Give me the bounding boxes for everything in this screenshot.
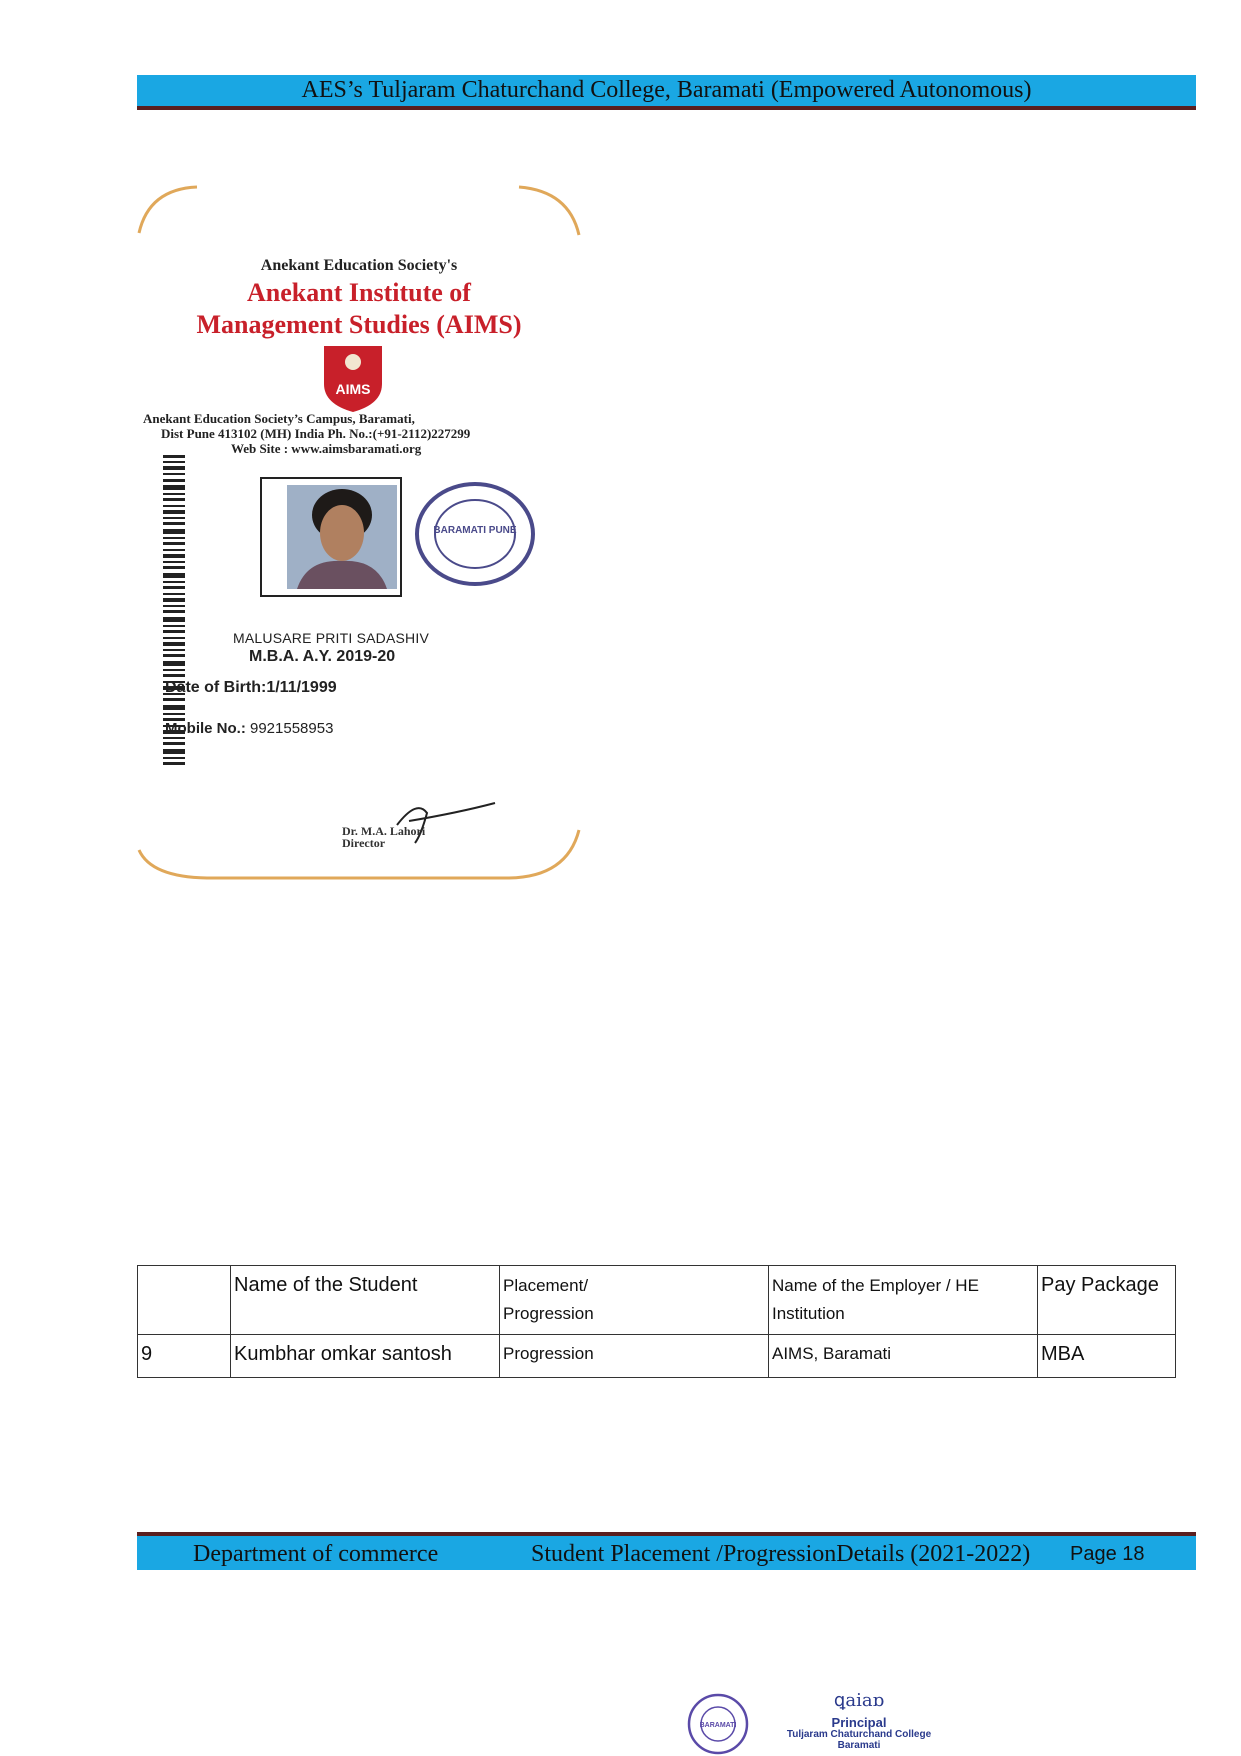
header-cell-pay: Pay Package [1038,1266,1176,1335]
placement-table [137,1265,1176,1378]
footer-title: Student Placement /ProgressionDetails (2021-2022) [531,1541,1031,1567]
stamp-text: BARAMATI [699,1722,737,1729]
cell-student-name: Kumbhar omkar santosh [231,1335,500,1378]
table-header-row [138,1266,1176,1335]
card-institute-line1: Anekant Institute of [247,278,471,307]
cell-index: 9 [138,1335,231,1378]
director-title: Director [342,836,386,850]
principal-role: Principal [831,1715,887,1730]
institute-seal-icon [414,481,536,587]
mobile-number: 9921558953 [250,720,334,737]
student-mobile [165,720,333,737]
student-photo [287,485,397,589]
seal-text: BARAMATI PUNE [433,525,517,536]
card-society: Anekant Education Society's [260,257,458,274]
card-website: Web Site : www.aimsbaramati.org [231,441,422,456]
cell-placement: Progression [500,1335,769,1378]
header-title: AES’s Tuljaram Chaturchand College, Baramati (Empowered Autonomous) [301,77,1032,103]
card-address-line1: Anekant Education Society’s Campus, Baramati, [143,411,415,426]
aims-logo-icon [320,340,386,414]
college-stamp-icon [686,1692,750,1756]
principal-signature: ꝗaiaɒ [833,1690,885,1711]
card-institute-name [137,277,581,341]
table-row [138,1335,1176,1378]
student-name: MALUSARE PRITI SADASHIV [233,630,429,646]
header-cell-student: Name of the Student [231,1266,500,1335]
director-name: Dr. M.A. Lahori [342,824,426,838]
logo-text: AIMS [335,381,371,397]
footer-page-number: Page 18 [1070,1543,1145,1565]
principal-place: Baramati [837,1740,881,1751]
barcode-icon [163,455,193,835]
header-cell-index [138,1266,231,1335]
card-address [143,411,583,456]
student-course: M.B.A. A.Y. 2019-20 [249,648,396,665]
footer-department: Department of commerce [193,1541,439,1567]
card-address-line2: Dist Pune 413102 (MH) India Ph. No.:(+91-2112)227299 [161,426,471,441]
principal-signature-block [784,1690,934,1751]
student-photo-frame [260,477,402,597]
mobile-label: Mobile No.: [165,720,246,737]
page-footer [137,1532,1196,1570]
director-block [342,825,425,849]
header-cell-employer: Name of the Employer / HE Institution [769,1266,1038,1335]
student-dob: Date of Birth:1/11/1999 [165,679,337,696]
header-cell-placement: Placement/ Progression [500,1266,769,1335]
cell-pay-package: MBA [1038,1335,1176,1378]
cell-employer: AIMS, Baramati [769,1335,1038,1378]
principal-college: Tuljaram Chaturchand College [786,1729,932,1740]
id-card-image [137,185,581,880]
page-header [137,75,1196,110]
card-institute-line2: Management Studies (AIMS) [196,310,522,339]
